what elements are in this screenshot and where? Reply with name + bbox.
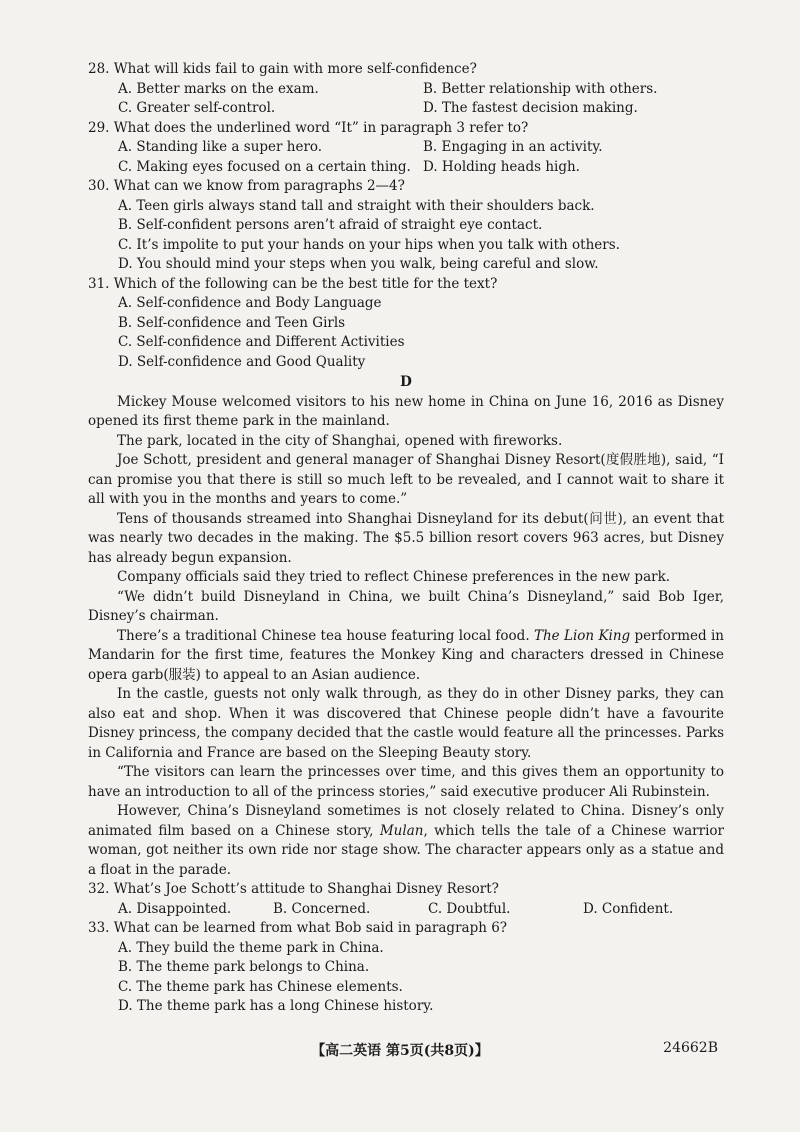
question-32 <box>88 880 724 919</box>
options <box>88 138 724 177</box>
paragraph-5: Company officials said they tried to reflect Chinese preferences in the new park. <box>117 569 671 585</box>
options <box>88 294 724 372</box>
page-content <box>88 60 724 1017</box>
question-stem: 29. What does the underlined word “It” in paragraph 3 refer to? <box>88 119 529 136</box>
option-a: A. Standing like a super hero. <box>118 139 323 155</box>
question-stem: 33. What can be learned from what Bob said in paragraph 6? <box>88 920 508 936</box>
option-d: D. Confident. <box>583 900 674 917</box>
option-a: A. Better marks on the exam. <box>118 80 319 97</box>
option-c: C. Greater self-control. <box>118 100 276 116</box>
option-c: C. Doubtful. <box>428 900 511 917</box>
option-c: C. It’s impolite to put your hands on your hips when you talk with others. <box>118 236 620 253</box>
paragraph-2: The park, located in the city of Shanghai, opened with fireworks. <box>117 432 563 449</box>
option-d: D. Self-confidence and Good Quality <box>118 353 366 370</box>
options <box>88 900 724 920</box>
option-b: B. The theme park belongs to China. <box>118 959 370 975</box>
question-29 <box>88 119 724 178</box>
paragraph-10: However, China’s Disneyland sometimes is not closely related to China. Disney’s only animated film based on a Chinese story, Mulan, which tells the tale of a Chinese warrior woman, got neither its own ride nor stage show. The character appears only as a statue and a float in the parade. <box>88 803 724 878</box>
option-d: D. The fastest decision making. <box>423 100 638 116</box>
question-31 <box>88 275 724 373</box>
paragraph-7: There’s a traditional Chinese tea house featuring local food. The Lion King performed in Mandarin for the first time, features the Monkey King and characters dressed in Chinese opera garb(服装) to appeal to an Asian audience. <box>88 627 724 683</box>
paragraph-3: Joe Schott, president and general manager of Shanghai Disney Resort(度假胜地), said, “I can promise you that there is still so much left to be revealed, and I cannot wait to share it all with you in the months and years to come.” <box>88 452 724 507</box>
question-stem: 32. What’s Joe Schott’s attitude to Shanghai Disney Resort? <box>88 881 499 897</box>
option-b: B. Concerned. <box>273 900 371 917</box>
option-a: A. They build the theme park in China. <box>118 939 384 956</box>
option-d: D. You should mind your steps when you walk, being careful and slow. <box>118 256 599 272</box>
question-stem: 28. What will kids fail to gain with more self-confidence? <box>88 61 477 77</box>
question-30 <box>88 177 724 275</box>
option-c: C. Self-confidence and Different Activities <box>118 334 405 350</box>
paragraph-8: In the castle, guests not only walk through, as they do in other Disney parks, they can also eat and shop. When it was discovered that Chinese people didn’t have a favourite Disney princess, the company decided that the castle would feature all the princesses. Parks in California and France are based on the Sleeping Beauty story. <box>88 686 724 761</box>
options <box>88 939 724 1017</box>
options <box>88 80 724 119</box>
option-c: C. Making eyes focused on a certain thing. <box>118 158 411 175</box>
page-footer <box>0 1040 800 1064</box>
option-b: B. Better relationship with others. <box>423 80 658 97</box>
paragraph-6: “We didn’t build Disneyland in China, we built China’s Disneyland,” said Bob Iger, Disney’s chairman. <box>88 588 724 624</box>
question-stem: 31. Which of the following can be the best title for the text? <box>88 275 498 292</box>
footer-code: 24662B <box>663 1040 718 1056</box>
paragraph-1: Mickey Mouse welcomed visitors to his new home in China on June 16, 2016 as Disney opened its first theme park in the mainland. <box>88 393 724 429</box>
option-a: A. Teen girls always stand tall and straight with their shoulders back. <box>118 197 595 214</box>
section-heading: D <box>400 374 412 390</box>
paragraph-4: Tens of thousands streamed into Shanghai Disneyland for its debut(问世), an event that was nearly two decades in the making. The $5.5 billion resort covers 963 acres, but Disney has already begun expansion. <box>88 510 724 566</box>
paragraph-9: “The visitors can learn the princesses over time, and this gives them an opportunity to have an introduction to all of the princess stories,” said executive producer Ali Rubinstein. <box>88 764 724 800</box>
option-d: D. The theme park has a long Chinese history. <box>118 998 434 1014</box>
option-b: B. Self-confidence and Teen Girls <box>118 314 346 331</box>
question-stem: 30. What can we know from paragraphs 2—4? <box>88 178 405 194</box>
passage <box>88 393 724 881</box>
option-a: A. Disappointed. <box>118 900 232 917</box>
option-c: C. The theme park has Chinese elements. <box>118 978 403 995</box>
question-28 <box>88 60 724 119</box>
option-d: D. Holding heads high. <box>423 158 580 175</box>
option-b: B. Engaging in an activity. <box>423 139 603 155</box>
question-33 <box>88 919 724 1017</box>
footer-label: 【高二英语 第5页(共8页)】 <box>311 1043 489 1059</box>
options <box>88 197 724 275</box>
option-a: A. Self-confidence and Body Language <box>118 295 382 311</box>
option-b: B. Self-confident persons aren’t afraid of straight eye contact. <box>118 217 543 233</box>
